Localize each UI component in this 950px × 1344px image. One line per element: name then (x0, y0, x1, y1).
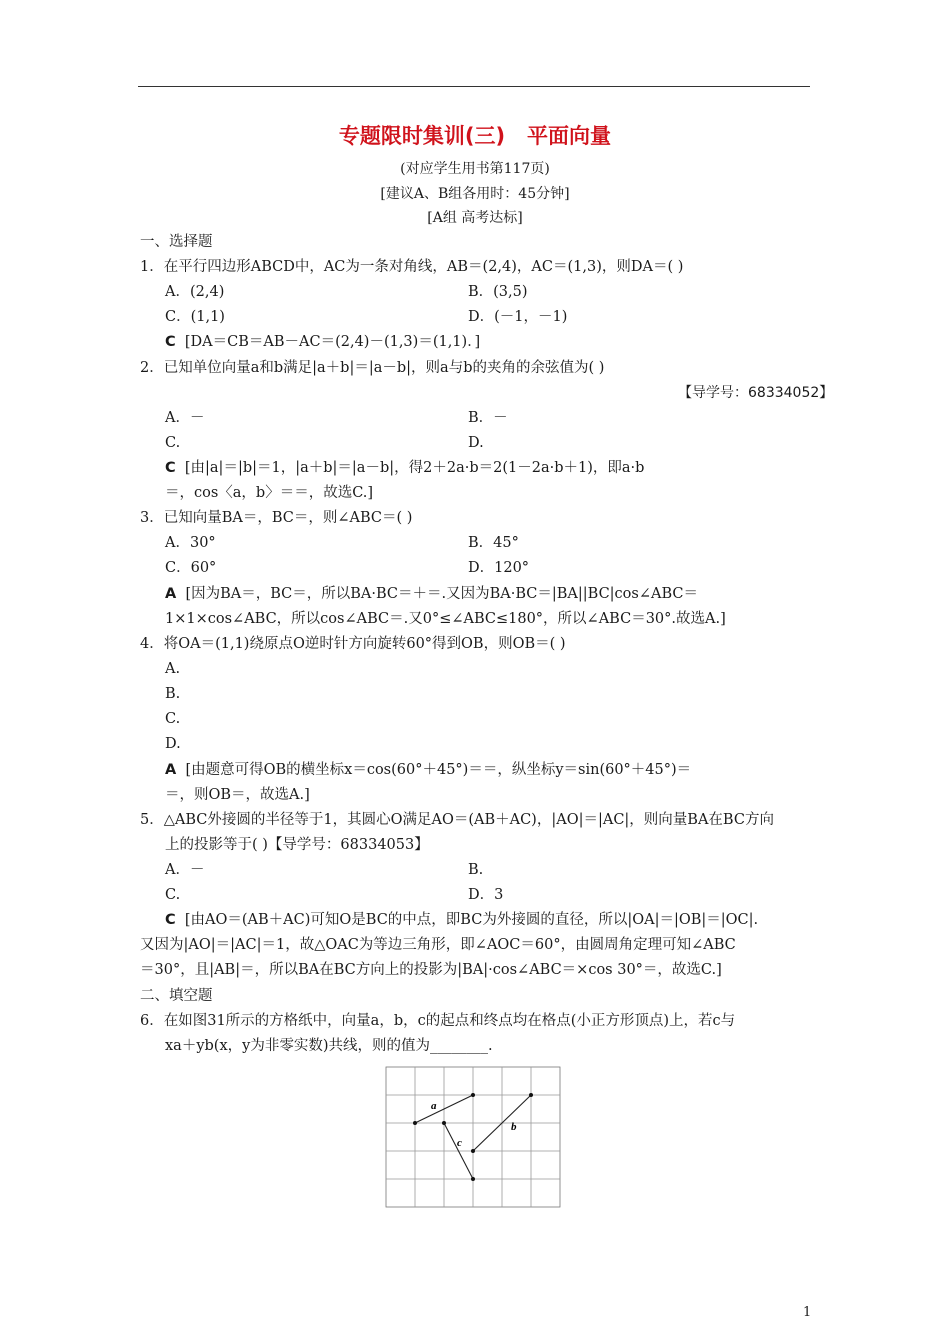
q5-answer: C (165, 912, 176, 928)
grid-figure (385, 1066, 561, 1208)
q2-option-c: C. (165, 435, 181, 451)
section-fill: 二、填空题 (140, 988, 213, 1004)
q4-stem: 4．将OA＝(1,1)绕原点O逆时针方向旋转60°得到OB，则OB＝( ) (140, 636, 566, 652)
q5-stem-2: 上的投影等于( )【导学号：68334053】 (165, 837, 429, 853)
q4-option-b: B. (165, 686, 181, 702)
q1-option-d: D．(－1，－1) (468, 309, 568, 325)
q4-answer: A (165, 762, 177, 778)
q2-option-b: B．－ (468, 410, 508, 426)
q2-answer: C (165, 460, 176, 476)
q3-solution-1: [因为BA＝，BC＝，所以BA·BC＝＋＝.又因为BA·BC＝|BA||BC|cos∠ABC＝ (185, 586, 698, 602)
q3-stem: 3．已知向量BA＝，BC＝，则∠ABC＝( ) (140, 510, 413, 526)
q3-option-a: A．30° (165, 535, 216, 551)
q1-option-c: C．(1,1) (165, 309, 225, 325)
q5-option-a: A．－ (165, 862, 205, 878)
label-c: c (457, 1137, 462, 1149)
q3-answer: A (165, 586, 177, 602)
q2-solution-2: ＝，cos〈a，b〉＝＝，故选C.] (165, 485, 374, 501)
q1-stem: 1．在平行四边形ABCD中，AC为一条对角线，AB＝(2,4)，AC＝(1,3)，则DA＝( ) (140, 259, 684, 275)
q4-solution-1: [由题意可得OB的横坐标x＝cos(60°＋45°)＝＝，纵坐标y＝sin(60°＋45°)＝ (185, 762, 692, 778)
q2-solution-1: [由|a|＝|b|＝1，|a＋b|＝|a－b|，得2＋2a·b＝2(1－2a·b＋1)，即a·b (184, 460, 645, 476)
header-rule (138, 86, 810, 87)
page-number: 1 (803, 1305, 812, 1320)
q6-stem-2: xa＋yb(x，y为非零实数)共线，则的值为________. (165, 1038, 493, 1054)
q1-option-a: A．(2,4) (165, 284, 225, 300)
q2-option-a: A．－ (165, 410, 205, 426)
q1-answer: C (165, 334, 176, 350)
label-b: b (511, 1121, 517, 1133)
q3-solution-2: 1×1×cos∠ABC，所以cos∠ABC＝.又0°≤∠ABC≤180°，所以∠ABC＝30°.故选A.] (165, 611, 726, 627)
q5-option-b: B. (468, 862, 484, 878)
q5-option-c: C. (165, 887, 181, 903)
q4-solution-2: ＝，则OB＝，故选A.] (165, 787, 310, 803)
q5-solution-2: 又因为|AO|＝|AC|＝1，故△OAC为等边三角形，即∠AOC＝60°，由圆周角定理可知∠ABC (140, 937, 736, 953)
subtitle: (对应学生用书第117页) (400, 161, 550, 177)
q4-option-a: A. (165, 661, 181, 677)
label-a: a (431, 1100, 437, 1112)
q5-solution-1: [由AO＝(AB＋AC)可知O是BC的中点，即BC为外接圆的直径，所以|OA|＝|OB|＝|OC|. (184, 912, 759, 928)
q5-stem-1: 5．△ABC外接圆的半径等于1，其圆心O满足AO＝(AB＋AC)，|AO|＝|AC|，则向量BA在BC方向 (140, 812, 774, 828)
page-title: 专题限时集训(三) 平面向量 (338, 124, 612, 148)
q2-option-d: D. (468, 435, 484, 451)
q4-option-c: C. (165, 711, 181, 727)
q2-stem: 2．已知单位向量a和b满足|a＋b|＝|a－b|，则a与b的夹角的余弦值为( ) (140, 360, 605, 376)
section-choice: 一、选择题 (140, 234, 213, 250)
group-heading: [A组 高考达标] (427, 210, 523, 226)
q3-option-b: B．45° (468, 535, 519, 551)
q6-stem-1: 6．在如图31所示的方格纸中，向量a，b，c的起点和终点均在格点(小正方形顶点)上，若c与 (140, 1013, 736, 1029)
q5-option-d: D．3 (468, 887, 504, 903)
q3-option-d: D．120° (468, 560, 530, 576)
q1-option-b: B．(3,5) (468, 284, 528, 300)
q1-solution: [DA＝CB＝AB－AC＝(2,4)－(1,3)＝(1,1)．] (184, 334, 481, 350)
q4-option-d: D. (165, 736, 181, 752)
time-note: [建议A、B组各用时：45分钟] (380, 186, 570, 202)
q3-option-c: C．60° (165, 560, 217, 576)
q5-solution-3: ＝30°，且|AB|＝，所以BA在BC方向上的投影为|BA|·cos∠ABC＝×cos 30°＝，故选C.] (140, 962, 722, 978)
grid-lines (386, 1067, 560, 1207)
q2-ref: 【导学号：68334052】 (678, 385, 834, 401)
